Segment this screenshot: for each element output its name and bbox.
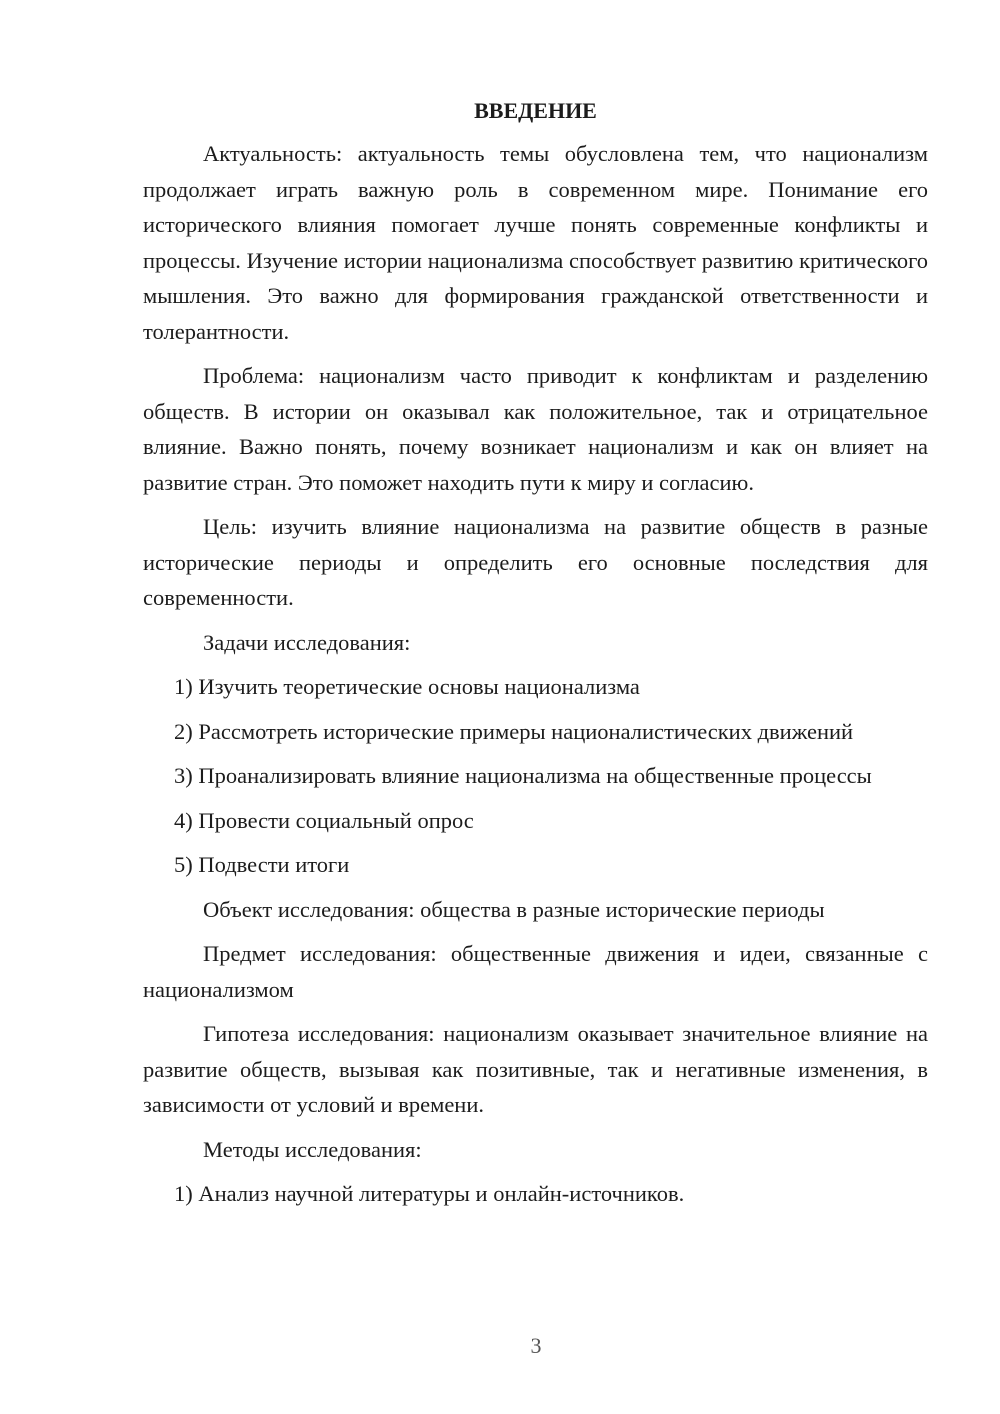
goal-paragraph: Цель: изучить влияние национализма на развитие обществ в разные исторические периоды и определить его основные последствия для современности. xyxy=(143,514,928,610)
hypothesis-paragraph: Гипотеза исследования: национализм оказывает значительное влияние на развитие обществ, вызывая как позитивные, так и негативные изменения, в зависимости от условий и времени. xyxy=(143,1021,928,1117)
tasks-heading: Задачи исследования: xyxy=(203,629,411,655)
relevance-paragraph: Актуальность: актуальность темы обусловлена тем, что национализм продолжает играть важную роль в современном мире. Понимание его исторического влияния помогает лучше понять современные конфликты и процессы. Изучение истории национализма способствует развитию критического мышления. Это важно для формирования гражданской ответственности и толерантности. xyxy=(143,141,928,344)
task-item: 1) Изучить теоретические основы национализма xyxy=(174,674,640,699)
section-title: ВВЕДЕНИЕ xyxy=(474,98,597,123)
methods-heading: Методы исследования: xyxy=(203,1136,422,1162)
task-item: 5) Подвести итоги xyxy=(174,852,350,877)
method-item: 1) Анализ научной литературы и онлайн-источников. xyxy=(174,1181,685,1206)
task-item: 4) Провести социальный опрос xyxy=(174,807,474,833)
problem-paragraph: Проблема: национализм часто приводит к конфликтам и разделению обществ. В истории он оказывал как положительное, так и отрицательное влияние. Важно понять, почему возникает национализм и как он влияет на развитие стран. Это поможет находить пути к миру и согласию. xyxy=(143,363,928,495)
task-item: 2) Рассмотреть исторические примеры националистических движений xyxy=(174,718,854,744)
object-paragraph: Объект исследования: общества в разные исторические периоды xyxy=(203,896,825,922)
page-number: 3 xyxy=(530,1333,542,1358)
task-item: 3) Проанализировать влияние национализма на общественные процессы xyxy=(174,763,872,788)
page-content xyxy=(143,96,928,1221)
subject-paragraph: Предмет исследования: общественные движения и идеи, связанные с национализмом xyxy=(143,941,928,1002)
